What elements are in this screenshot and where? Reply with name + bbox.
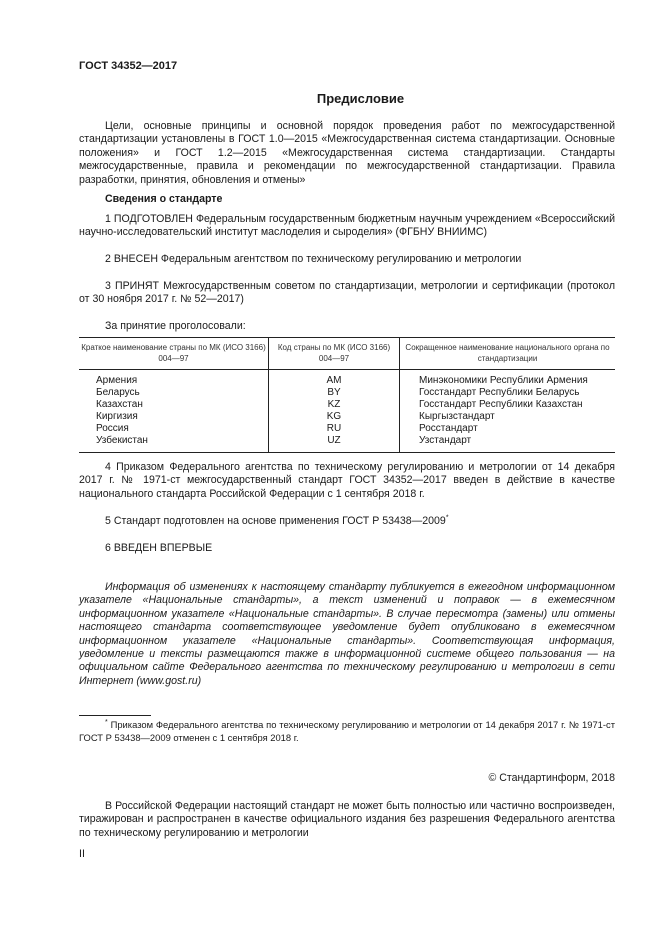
document-header: ГОСТ 34352—2017: [79, 60, 178, 72]
code-cell: AM: [269, 370, 400, 388]
body-cell: Узстандарт: [400, 435, 616, 453]
column-header-code: Код страны по МК (ИСО 3166) 004—97: [269, 338, 400, 370]
table-row: [79, 435, 615, 453]
page-number: II: [79, 848, 85, 860]
country-cell: Казахстан: [96, 399, 143, 410]
page-title: Предисловие: [316, 91, 405, 106]
body-cell: Госстандарт Республики Казахстан: [400, 399, 616, 411]
footnote-mark: *: [105, 718, 108, 726]
footnote-text: Приказом Федерального агентства по техническому регулированию и метрологии от 14 декабря 2017 г. № 1971-ст ГОСТ Р 53438—2009 отменен с 1 сентября 2018 г.: [79, 719, 615, 743]
code-cell: UZ: [269, 435, 400, 453]
country-cell: Узбекистан: [79, 435, 269, 453]
table-row: [79, 411, 615, 423]
section-heading: Сведения о стандарте: [105, 193, 223, 205]
rights-notice: В Российской Федерации настоящий стандарт не может быть полностью или частично воспроизведен, тиражирован и распространен в качестве официального издания без разрешения Федерального агентства по техническому регулированию и метрологии: [79, 800, 615, 839]
table-row: [79, 423, 615, 435]
footnote: [79, 719, 615, 744]
column-header-country: Краткое наименование страны по МК (ИСО 3166) 004—97: [79, 338, 269, 370]
copyright: © Стандартинформ, 2018: [488, 772, 615, 784]
votes-label: За принятие проголосовали:: [105, 320, 246, 332]
table-row: [79, 387, 615, 399]
info-notice: Информация об изменениях к настоящему стандарту публикуется в ежегодном информационном указателе «Национальные стандарты», а текст изменений и поправок — в ежемесячном информационном указателе «Национальные стандарты». В случае пересмотра (замены) или отмены настоящего стандарта соответствующее уведомление будет опубликовано в ежемесячном информационном указателе «Национальные стандарты». Соответствующая информация, уведомление и тексты размещаются также в информационной системе общего пользования — на официальном сайте Федерального агентства по техническому регулированию и метрологии в сети Интернет (www.gost.ru): [79, 581, 615, 687]
table-row: [79, 399, 615, 411]
vote-table: [79, 337, 615, 453]
item-5-paragraph: [79, 515, 615, 528]
country-cell: Беларусь: [96, 387, 140, 398]
code-cell: BY: [269, 387, 400, 399]
item-6-paragraph: 6 ВВЕДЕН ВПЕРВЫЕ: [105, 542, 213, 554]
table-row: [79, 370, 615, 388]
code-cell: KG: [269, 411, 400, 423]
body-cell: Минэкономики Республики Армения: [400, 370, 616, 388]
body-cell: Госстандарт Республики Беларусь: [400, 387, 616, 399]
intro-paragraph: Цели, основные принципы и основной порядок проведения работ по межгосударственной стандартизации установлены в ГОСТ 1.0—2015 «Межгосударственная система стандартизации. Основные положения» и ГОСТ 1.2—2015 «Межгосударственная система стандартизации. Стандарты межгосударственные, правила и рекомендации по межгосударственной стандартизации. Правила разработки, принятия, обновления и отмены»: [79, 120, 615, 186]
body-cell: Кыргызстандарт: [400, 411, 616, 423]
item-3-paragraph: 3 ПРИНЯТ Межгосударственным советом по стандартизации, метрологии и сертификации (протокол от 30 ноября 2017 г. № 52—2017): [79, 280, 615, 306]
code-cell: KZ: [269, 399, 400, 411]
item-4-paragraph: 4 Приказом Федерального агентства по техническому регулированию и метрологии от 14 декабря 2017 г. № 1971-ст межгосударственный стандарт ГОСТ 34352—2017 введен в действие в качестве национального стандарта Российской Федерации с 1 сентября 2018 г.: [79, 461, 615, 500]
item-2-paragraph: 2 ВНЕСЕН Федеральным агентством по техническому регулированию и метрологии: [105, 253, 522, 265]
item-1-paragraph: 1 ПОДГОТОВЛЕН Федеральным государственным бюджетным научным учреждением «Всероссийский научно-исследовательский институт маслоделия и сыроделия» (ФГБНУ ВНИИМС): [79, 213, 615, 239]
column-header-standards-body: Сокращенное наименование национального органа по стандартизации: [400, 338, 616, 370]
code-cell: RU: [269, 423, 400, 435]
footnote-ref-mark: *: [445, 514, 449, 522]
country-cell: Россия: [96, 423, 129, 434]
country-cell: Киргизия: [96, 411, 138, 422]
footnote-divider: [79, 715, 151, 716]
vote-table-header-row: [79, 338, 615, 370]
country-cell: Армения: [96, 375, 138, 386]
item-5-text: 5 Стандарт подготовлен на основе применения ГОСТ Р 53438—2009: [105, 515, 446, 527]
body-cell: Росстандарт: [400, 423, 616, 435]
